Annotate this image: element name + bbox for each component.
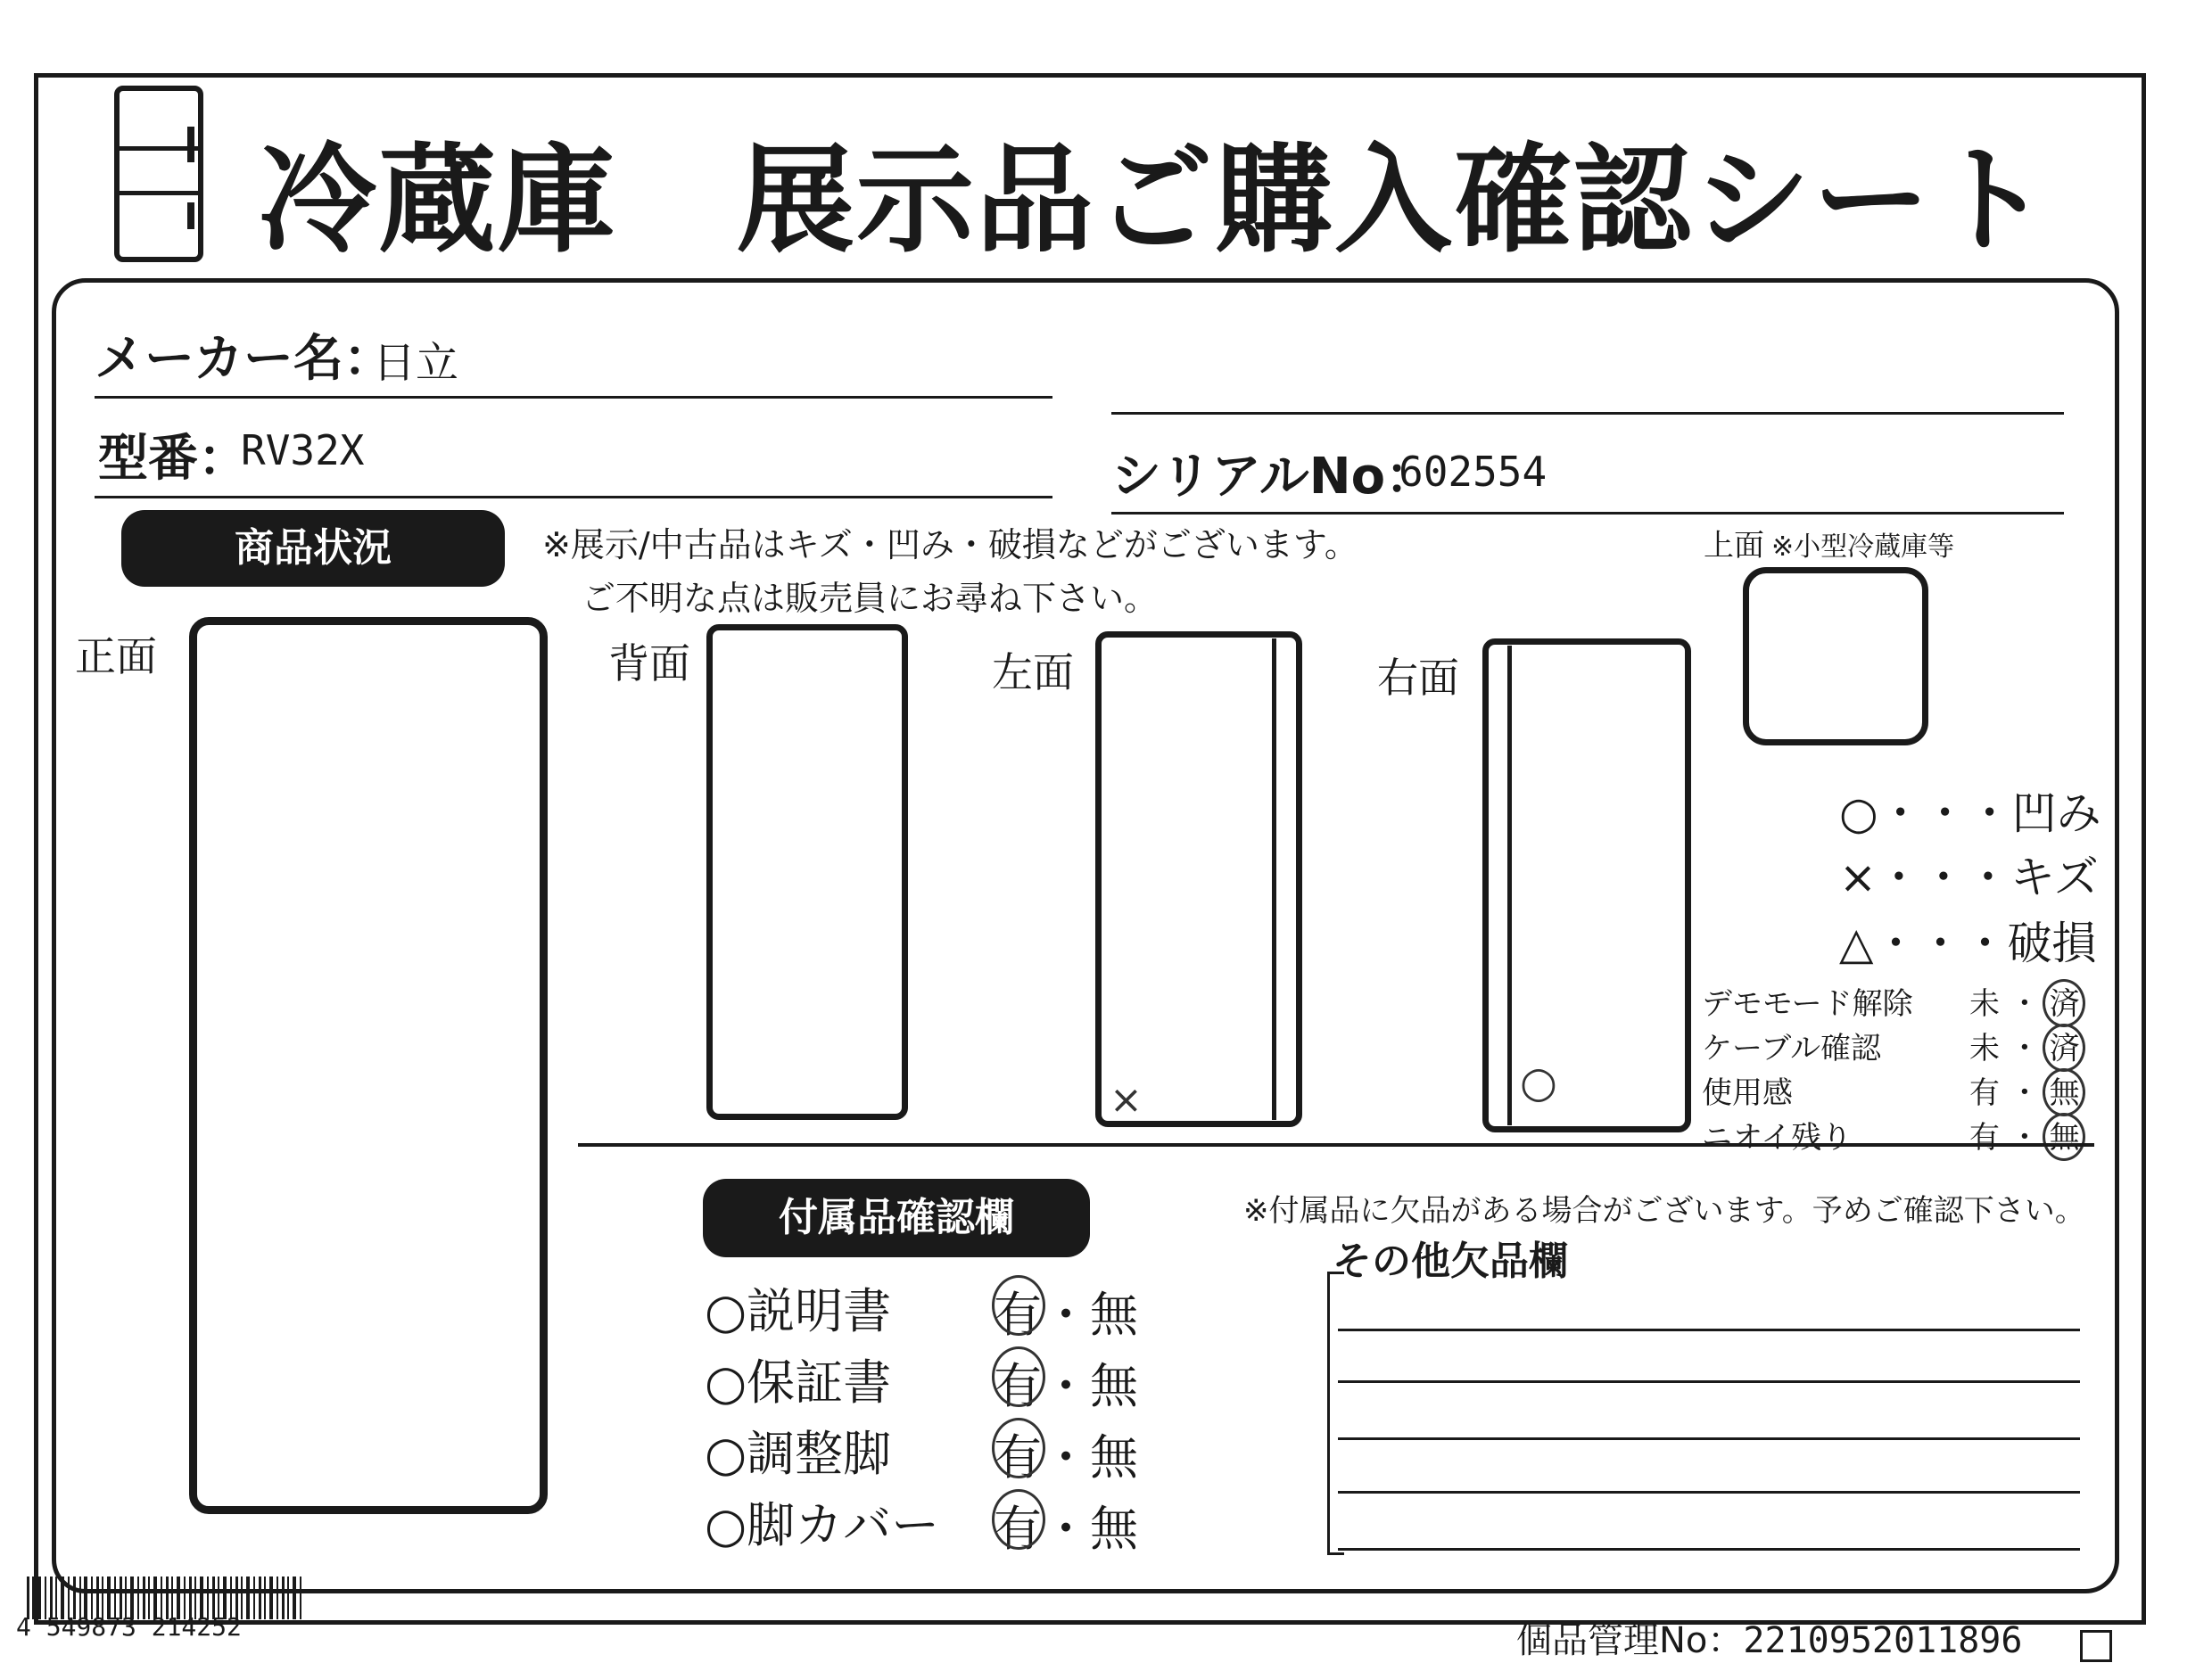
left-diagram-door-edge bbox=[1272, 638, 1276, 1120]
back-diagram-box bbox=[706, 624, 908, 1120]
right-diagram-door-edge bbox=[1507, 646, 1512, 1125]
accessory-warranty-label: ○保証書 bbox=[705, 1354, 892, 1411]
check-demo-circle bbox=[2043, 979, 2085, 1027]
refrigerator-icon bbox=[114, 86, 203, 262]
accessory-feet-options: 有・無 bbox=[994, 1429, 1138, 1486]
other-missing-header: その他欠品欄 bbox=[1333, 1239, 1568, 1284]
model-value: RV32X bbox=[241, 426, 365, 474]
condition-note-line1: ※展示/中古品はキズ・凹み・破損などがございます。 bbox=[542, 525, 1358, 564]
right-dent-mark: ○ bbox=[1520, 1058, 1557, 1107]
legend-scratch: ×・・・キズ bbox=[1839, 852, 2099, 903]
check-demo-options: 未 ・ 済 bbox=[1969, 986, 2080, 1022]
other-missing-line-1 bbox=[1338, 1329, 2080, 1331]
accessories-header: 付属品確認欄 bbox=[703, 1179, 1090, 1257]
management-value: 2210952011896 bbox=[1743, 1620, 2023, 1661]
accessory-warranty-circle bbox=[992, 1346, 1045, 1407]
accessory-warranty-options: 有・無 bbox=[994, 1358, 1138, 1414]
serial-label: シリアルNo： bbox=[1111, 448, 1436, 506]
accessory-manual-circle bbox=[992, 1275, 1045, 1336]
check-cable-label: ケーブル確認 bbox=[1702, 1031, 1881, 1066]
accessory-feet-label: ○調整脚 bbox=[705, 1426, 892, 1482]
check-odor-label: ニオイ残り bbox=[1702, 1120, 1853, 1156]
top-diagram-box bbox=[1743, 567, 1928, 745]
top-label: 上面 bbox=[1704, 528, 1764, 564]
model-label: 型番： bbox=[98, 430, 248, 488]
other-missing-bracket bbox=[1327, 1272, 1344, 1555]
legend-dent: ○・・・凹み bbox=[1839, 787, 2101, 839]
top-note: ※小型冷蔵庫等 bbox=[1771, 531, 1955, 563]
condition-header: 商品状況 bbox=[121, 510, 505, 587]
left-scratch-mark: × bbox=[1110, 1077, 1143, 1123]
check-cable-options: 未 ・ 済 bbox=[1969, 1031, 2080, 1066]
serial-value: 602554 bbox=[1399, 448, 1548, 496]
blank-underline bbox=[1111, 412, 2064, 415]
accessory-manual-options: 有・無 bbox=[994, 1287, 1138, 1343]
check-odor-options: 有 ・ 無 bbox=[1969, 1120, 2080, 1156]
accessory-feet-cover-options: 有・無 bbox=[994, 1501, 1138, 1557]
left-label: 左面 bbox=[992, 648, 1074, 696]
accessory-manual-label: ○説明書 bbox=[705, 1283, 892, 1339]
other-missing-line-2 bbox=[1338, 1380, 2080, 1383]
other-missing-line-4 bbox=[1338, 1491, 2080, 1494]
check-usage-label: 使用感 bbox=[1702, 1075, 1793, 1111]
right-label: 右面 bbox=[1377, 654, 1459, 702]
other-missing-line-5 bbox=[1338, 1548, 2080, 1551]
serial-underline bbox=[1111, 512, 2064, 515]
maker-value: 日立 bbox=[373, 338, 459, 388]
management-label: 個品管理No： bbox=[1516, 1620, 1744, 1661]
back-label: 背面 bbox=[608, 639, 690, 687]
barcode-number: 4 549873 214252 bbox=[16, 1612, 242, 1642]
maker-label: メーカー名： bbox=[95, 330, 393, 388]
accessory-feet-circle bbox=[992, 1418, 1045, 1478]
front-label: 正面 bbox=[75, 632, 157, 680]
front-diagram-box bbox=[189, 617, 548, 1514]
check-odor-circle bbox=[2043, 1113, 2085, 1161]
condition-note-line2: ご不明な点は販売員にお尋ね下さい。 bbox=[582, 579, 1159, 618]
management-number bbox=[1516, 1612, 2022, 1663]
accessories-note: ※付属品に欠品がある場合がございます。予めご確認下さい。 bbox=[1243, 1193, 2085, 1229]
sheet-title: 冷蔵庫 展示品ご購入確認シート bbox=[259, 132, 2051, 269]
check-cable-circle bbox=[2043, 1024, 2085, 1072]
check-demo-label: デモモード解除 bbox=[1702, 986, 1913, 1022]
right-diagram-box bbox=[1482, 638, 1691, 1132]
corner-checkbox bbox=[2080, 1630, 2112, 1662]
check-usage-options: 有 ・ 無 bbox=[1969, 1075, 2080, 1111]
accessory-feet-cover-label: ○脚カバー bbox=[705, 1497, 940, 1553]
section-divider bbox=[578, 1143, 2094, 1147]
other-missing-line-3 bbox=[1338, 1437, 2080, 1440]
maker-underline bbox=[95, 396, 1052, 399]
accessory-feet-cover-circle bbox=[992, 1489, 1045, 1550]
model-underline bbox=[95, 496, 1052, 498]
legend-damage: △・・・破損 bbox=[1839, 918, 2097, 969]
check-usage-circle bbox=[2043, 1068, 2085, 1116]
